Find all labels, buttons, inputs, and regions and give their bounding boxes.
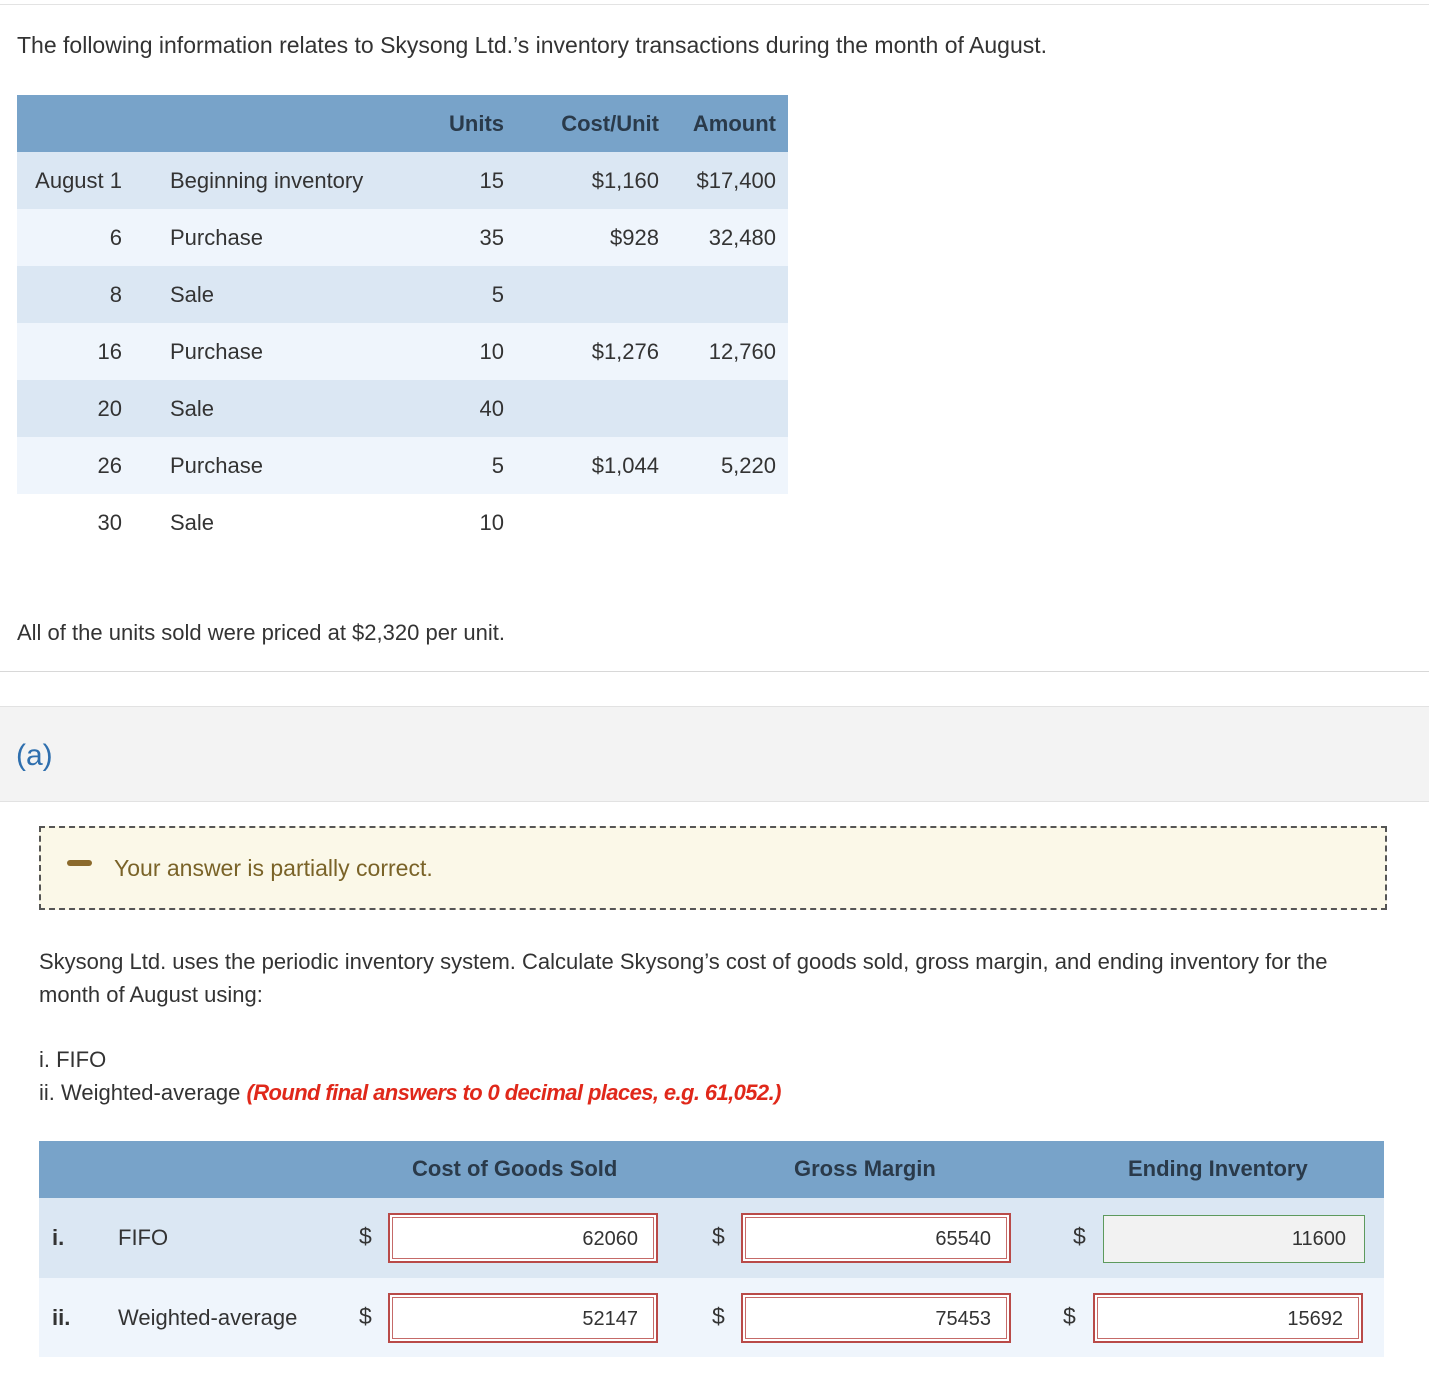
- row-date: August 1: [17, 152, 140, 209]
- row-description: Beginning inventory: [140, 152, 436, 209]
- row-amount: [659, 494, 788, 551]
- header-cost-unit: Cost/Unit: [504, 95, 659, 152]
- row-amount: 12,760: [659, 323, 788, 380]
- header-amount: Amount: [659, 95, 788, 152]
- currency-symbol: $: [1073, 1223, 1086, 1249]
- row-units: 10: [436, 323, 504, 380]
- wa-gross-margin-input[interactable]: 75453: [741, 1293, 1011, 1343]
- row-amount: [659, 380, 788, 437]
- inventory-table: [17, 95, 788, 551]
- row-date: 16: [17, 323, 140, 380]
- row-description: Sale: [140, 266, 436, 323]
- methods-list: [39, 1043, 781, 1109]
- row-cost: $1,276: [504, 323, 659, 380]
- fifo-cogs-input[interactable]: 62060: [388, 1213, 658, 1263]
- table-row: [17, 152, 788, 209]
- question-text: Skysong Ltd. uses the periodic inventory system. Calculate Skysong’s cost of goods sold, gross margin, and ending inventory for the month of August using:: [39, 949, 1328, 1007]
- answer-row-fifo: [39, 1198, 1384, 1278]
- row-cost: $1,160: [504, 152, 659, 209]
- fifo-ending-inventory-input[interactable]: 11600: [1103, 1215, 1365, 1263]
- wa-ending-inventory-input[interactable]: 15692: [1093, 1293, 1363, 1343]
- inventory-header-row: [17, 95, 788, 152]
- feedback-banner: [39, 826, 1387, 910]
- row-date: 8: [17, 266, 140, 323]
- row-description: Purchase: [140, 323, 436, 380]
- table-row: [17, 209, 788, 266]
- currency-symbol: $: [359, 1303, 372, 1329]
- part-a-header: [0, 706, 1429, 802]
- row-description: Sale: [140, 494, 436, 551]
- row-cost: [504, 494, 659, 551]
- row-amount: 32,480: [659, 209, 788, 266]
- table-row: [17, 323, 788, 380]
- row-units: 5: [436, 437, 504, 494]
- partial-dash-icon: [67, 860, 92, 866]
- row-date: 6: [17, 209, 140, 266]
- method-wa-line: [39, 1076, 781, 1109]
- row-description: Purchase: [140, 437, 436, 494]
- rounding-instruction: (Round final answers to 0 decimal places, e.g. 61,052.): [246, 1080, 781, 1105]
- table-row: [17, 380, 788, 437]
- row-amount: [659, 266, 788, 323]
- table-row: [17, 437, 788, 494]
- row-units: 15: [436, 152, 504, 209]
- header-gross-margin: Gross Margin: [794, 1156, 936, 1181]
- table-row: [17, 494, 788, 551]
- currency-symbol: $: [1063, 1303, 1076, 1329]
- method-wa-label: ii. Weighted-average: [39, 1080, 241, 1105]
- header-ending-inventory: Ending Inventory: [1128, 1156, 1308, 1181]
- row-units: 40: [436, 380, 504, 437]
- row-cost: [504, 380, 659, 437]
- row-amount: 5,220: [659, 437, 788, 494]
- table-row: [17, 266, 788, 323]
- header-cogs: Cost of Goods Sold: [412, 1156, 618, 1181]
- intro-text: The following information relates to Skysong Ltd.’s inventory transactions during the month of August.: [17, 32, 1048, 58]
- row-units: 5: [436, 266, 504, 323]
- part-label: (a): [16, 739, 53, 772]
- fifo-gross-margin-input[interactable]: 65540: [741, 1213, 1011, 1263]
- feedback-text: Your answer is partially correct.: [114, 855, 433, 881]
- row-cost: $928: [504, 209, 659, 266]
- answer-table: [39, 1141, 1384, 1357]
- row-amount: $17,400: [659, 152, 788, 209]
- row-numeral: i.: [52, 1225, 65, 1250]
- row-date: 20: [17, 380, 140, 437]
- method-fifo-line: i. FIFO: [39, 1047, 107, 1072]
- section-divider: [0, 671, 1429, 672]
- row-units: 35: [436, 209, 504, 266]
- row-method-label: FIFO: [118, 1225, 169, 1250]
- row-cost: $1,044: [504, 437, 659, 494]
- currency-symbol: $: [359, 1223, 372, 1249]
- currency-symbol: $: [712, 1223, 725, 1249]
- currency-symbol: $: [712, 1303, 725, 1329]
- pricing-note: All of the units sold were priced at $2,320 per unit.: [17, 620, 505, 645]
- top-divider: [0, 4, 1429, 5]
- row-date: 30: [17, 494, 140, 551]
- row-numeral: ii.: [52, 1305, 71, 1330]
- answer-header-row: [39, 1141, 1384, 1198]
- row-date: 26: [17, 437, 140, 494]
- row-description: Purchase: [140, 209, 436, 266]
- header-units: Units: [436, 95, 504, 152]
- answer-row-weighted-average: [39, 1278, 1384, 1357]
- row-cost: [504, 266, 659, 323]
- wa-cogs-input[interactable]: 52147: [388, 1293, 658, 1343]
- row-method-label: Weighted-average: [118, 1305, 298, 1330]
- row-units: 10: [436, 494, 504, 551]
- row-description: Sale: [140, 380, 436, 437]
